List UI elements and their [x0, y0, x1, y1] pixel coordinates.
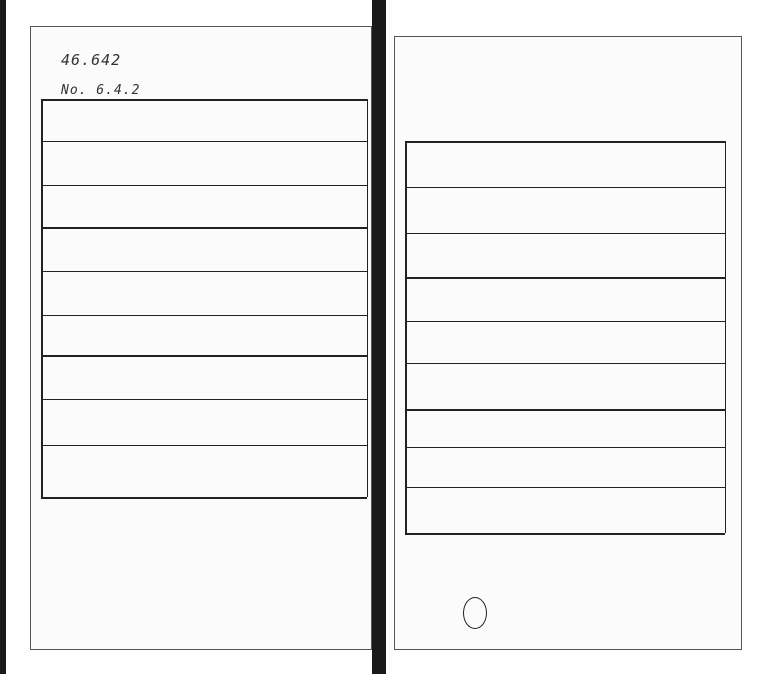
ledger-row-rule	[41, 399, 367, 400]
ledger-row-rule	[41, 315, 367, 316]
ledger-left-rule	[41, 99, 43, 497]
binding-edge-left	[0, 0, 6, 674]
ledger-row-rule	[41, 497, 367, 499]
ledger-row-rule	[405, 487, 725, 488]
book-spine	[372, 0, 386, 674]
ledger-right-rule	[367, 99, 368, 497]
ledger-row-rule	[405, 409, 725, 411]
ledger-row-rule	[405, 321, 725, 322]
ledger-row-rule	[405, 277, 725, 279]
ledger-row-rule	[41, 99, 367, 101]
ledger-row-rule	[405, 533, 725, 535]
left-page	[30, 26, 372, 650]
ledger-left-rule	[405, 141, 407, 533]
personal-seal	[463, 597, 487, 629]
ledger-row-rule	[405, 447, 725, 448]
ledger-row-rule	[41, 227, 367, 229]
ledger-row-rule	[405, 141, 725, 143]
ledger-row-rule	[405, 187, 725, 188]
ledger-row-rule	[405, 363, 725, 364]
ledger-right-rule	[725, 141, 726, 533]
catalog-number: 46.642	[61, 51, 122, 69]
ledger-row-rule	[41, 445, 367, 446]
ledger-row-rule	[41, 355, 367, 357]
ledger-row-rule	[405, 233, 725, 234]
ledger-row-rule	[41, 271, 367, 272]
catalog-number-secondary: No. 6.4.2	[61, 83, 141, 98]
ledger-row-rule	[41, 141, 367, 142]
right-page	[394, 36, 742, 650]
ledger-row-rule	[41, 185, 367, 186]
